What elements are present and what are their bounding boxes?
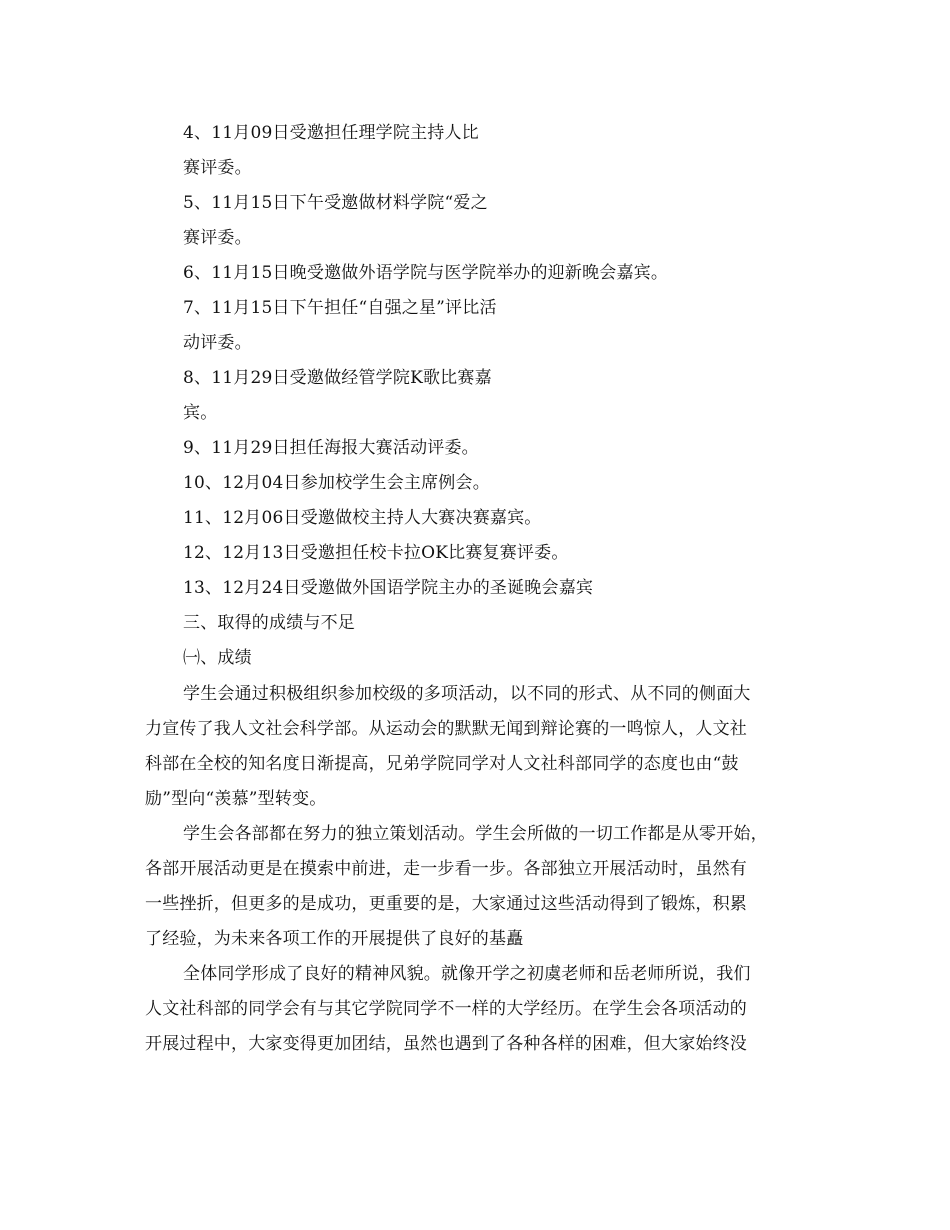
list-item-5-continuation: 赛评委。 (183, 228, 252, 248)
paragraph-1-line-2: 力宣传了我人文社会科学部。从运动会的默默无闻到辩论赛的一鸣惊人，人文社 (145, 719, 747, 739)
list-item-8-continuation: 宾。 (183, 403, 218, 423)
list-item-4: 4、11月09日受邀担任理学院主持人比 (183, 123, 479, 143)
paragraph-1-line-3: 科部在全校的知名度日渐提高，兄弟学院同学对人文社科部同学的态度也由“鼓 (145, 754, 739, 774)
paragraph-2-line-3: 一些挫折，但更多的是成功，更重要的是，大家通过这些活动得到了锻炼，积累 (145, 894, 747, 914)
paragraph-3-line-3: 开展过程中，大家变得更加团结，虽然也遇到了各种各样的困难，但大家始终没 (145, 1034, 747, 1054)
paragraph-2-line-1: 学生会各部都在努力的独立策划活动。学生会所做的一切工作都是从零开始， (183, 824, 768, 844)
paragraph-1-line-1: 学生会通过积极组织参加校级的多项活动，以不同的形式、从不同的侧面大 (183, 684, 751, 704)
paragraph-3-line-2: 人文社科部的同学会有与其它学院同学不一样的大学经历。在学生会各项活动的 (145, 999, 747, 1019)
section-heading: 三、取得的成绩与不足 (183, 613, 355, 633)
paragraph-2-line-4: 了经验，为未来各项工作的开展提供了良好的基矗 (145, 929, 524, 949)
list-item-6: 6、11月15日晚受邀做外语学院与医学院举办的迎新晚会嘉宾。 (183, 263, 669, 283)
list-item-12: 12、12月13日受邀担任校卡拉OK比赛复赛评委。 (183, 543, 569, 563)
list-item-11: 11、12月06日受邀做校主持人大赛决赛嘉宾。 (183, 508, 542, 528)
list-item-9: 9、11月29日担任海报大赛活动评委。 (183, 438, 479, 458)
list-item-13: 13、12月24日受邀做外国语学院主办的圣诞晚会嘉宾 (183, 578, 594, 598)
list-item-5: 5、11月15日下午受邀做材料学院“爱之 (183, 193, 488, 213)
list-item-7-continuation: 动评委。 (183, 333, 252, 353)
subsection-heading: ㈠、成绩 (183, 648, 252, 668)
list-item-7: 7、11月15日下午担任“自强之星”评比活 (183, 298, 497, 318)
list-item-4-continuation: 赛评委。 (183, 158, 252, 178)
list-item-8: 8、11月29日受邀做经管学院K歌比赛嘉 (183, 368, 492, 388)
paragraph-2-line-2: 各部开展活动更是在摸索中前进，走一步看一步。各部独立开展活动时，虽然有 (145, 859, 747, 879)
paragraph-1-line-4: 励”型向“羡慕”型转变。 (145, 789, 327, 809)
list-item-10: 10、12月04日参加校学生会主席例会。 (183, 473, 490, 493)
paragraph-3-line-1: 全体同学形成了良好的精神风貌。就像开学之初虞老师和岳老师所说，我们 (183, 964, 751, 984)
